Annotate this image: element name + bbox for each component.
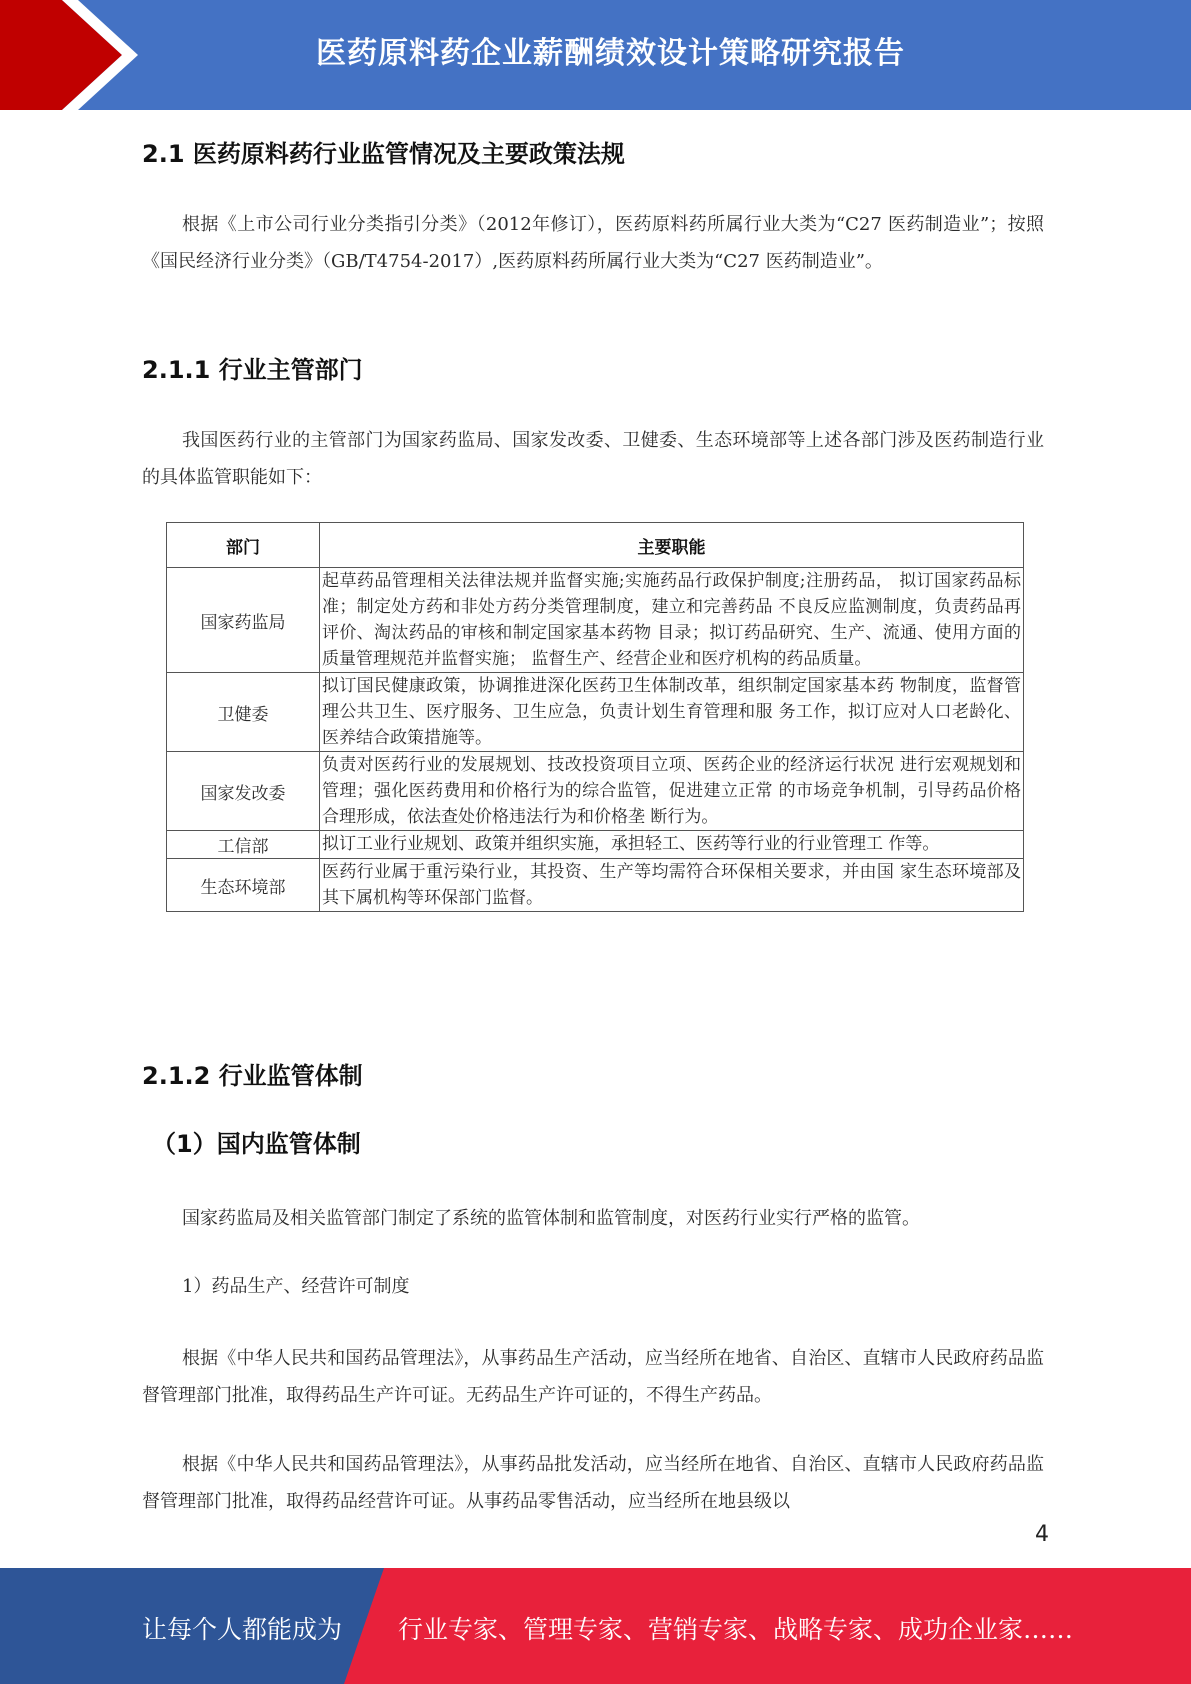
table-header-dept: 部门	[167, 523, 320, 568]
table-cell-dept: 工信部	[167, 831, 320, 859]
table-cell-duty: 医药行业属于重污染行业，其投资、生产等均需符合环保相关要求，并由国 家生态环境部及其下属机构等环保部门监督。	[320, 859, 1024, 912]
section-2-1-heading: 2.1 医药原料药行业监管情况及主要政策法规	[142, 140, 625, 168]
table-row	[167, 859, 1024, 912]
header-banner	[0, 0, 1191, 110]
table-cell-dept: 生态环境部	[167, 859, 320, 912]
section-2-1-paragraph: 根据《上市公司行业分类指引分类》（2012年修订），医药原料药所属行业大类为“C27 医药制造业”；按照《国民经济行业分类》（GB/T4754-2017）,医药原料药所属行业大类为“C27 医药制造业”。	[142, 214, 1044, 272]
section-2-1-1-paragraph: 我国医药行业的主管部门为国家药监局、国家发改委、卫健委、生态环境部等上述各部门涉及医药制造行业的具体监管职能如下：	[142, 430, 1044, 488]
table-header-duty: 主要职能	[320, 523, 1024, 568]
report-title: 医药原料药企业薪酬绩效设计策略研究报告	[316, 36, 905, 71]
domestic-paragraph: 国家药监局及相关监管部门制定了系统的监管体制和监管制度，对医药行业实行严格的监管。	[182, 1208, 920, 1229]
table-row	[167, 752, 1024, 831]
footer-slogan-left: 让每个人都能成为	[142, 1615, 343, 1644]
page-number: 4	[1035, 1522, 1049, 1547]
table-row	[167, 831, 1024, 859]
table-cell-dept: 国家发改委	[167, 752, 320, 831]
table-cell-dept: 卫健委	[167, 673, 320, 752]
table-cell-duty: 起草药品管理相关法律法规并监督实施;实施药品行政保护制度;注册药品， 拟订国家药品标准；制定处方药和非处方药分类管理制度，建立和完善药品 不良反应监测制度，负责药品再评价、淘汰药品的审核和制定国家基本药物 目录；拟订药品研究、生产、流通、使用方面的质量管理规范并监督实施； 监督生产、经营企业和医疗机构的药品质量。	[320, 568, 1024, 673]
table-cell-duty: 拟订国民健康政策，协调推进深化医药卫生体制改革，组织制定国家基本药 物制度，监督管理公共卫生、医疗服务、卫生应急，负责计划生育管理和服 务工作，拟订应对人口老龄化、医养结合政策措施等。	[320, 673, 1024, 752]
footer-banner	[0, 1568, 1191, 1684]
table-cell-duty: 负责对医药行业的发展规划、技改投资项目立项、医药企业的经济运行状况 进行宏观规划和管理；强化医药费用和价格行为的综合监管，促进建立正常 的市场竞争机制，引导药品价格合理形成，依法查处价格违法行为和价格垄 断行为。	[320, 752, 1024, 831]
section-2-1-1-heading: 2.1.1 行业主管部门	[142, 356, 363, 384]
table-header-row	[167, 523, 1024, 568]
list-item-license: 1）药品生产、经营许可制度	[182, 1276, 410, 1297]
table-row	[167, 568, 1024, 673]
distribution-license-paragraph: 根据《中华人民共和国药品管理法》，从事药品批发活动，应当经所在地省、自治区、直辖市人民政府药品监督管理部门批准，取得药品经营许可证。从事药品零售活动，应当经所在地县级以	[142, 1454, 1044, 1512]
department-duty-table	[166, 522, 1024, 912]
footer-slogan-right: 行业专家、管理专家、营销专家、战略专家、成功企业家……	[398, 1615, 1074, 1644]
section-2-1-2-heading: 2.1.2 行业监管体制	[142, 1062, 363, 1090]
table-cell-dept: 国家药监局	[167, 568, 320, 673]
table-cell-duty: 拟订工业行业规划、政策并组织实施，承担轻工、医药等行业的行业管理工 作等。	[320, 831, 1024, 859]
subsection-domestic-heading: （1）国内监管体制	[152, 1130, 361, 1158]
table-row	[167, 673, 1024, 752]
production-license-paragraph: 根据《中华人民共和国药品管理法》，从事药品生产活动，应当经所在地省、自治区、直辖市人民政府药品监督管理部门批准，取得药品生产许可证。无药品生产许可证的，不得生产药品。	[142, 1348, 1044, 1406]
